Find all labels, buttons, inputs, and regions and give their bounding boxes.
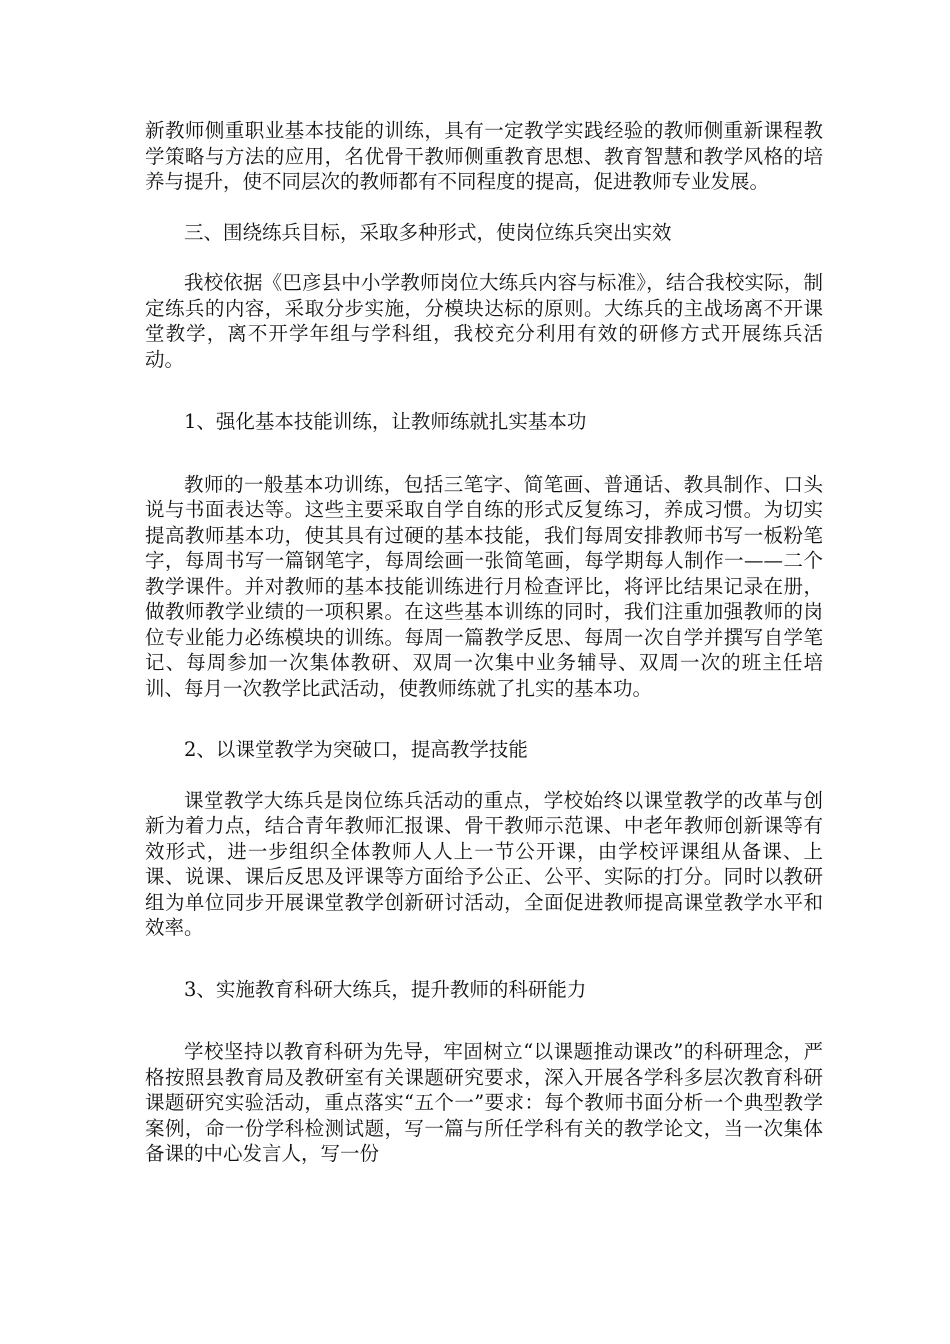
spacer [145, 1002, 823, 1039]
subsection-body-1: 教师的一般基本功训练，包括三笔字、简笔画、普通话、教具制作、口头说与书面表达等。这些主要采取自学自练的形式反复练习，养成习惯。为切实提高教师基本功，使其具有过硬的基本技能，我们每周安排教师书写一板粉笔字，每周书写一篇钢笔字，每周绘画一张简笔画，每学期每人制作一——二个教学课件。并对教师的基本技能训练进行月检查评比，将评比结果记录在册，做教师教学业绩的一项积累。在这些基本训练的同时，我们注重加强教师的岗位专业能力必练模块的训练。每周一篇教学反思、每周一次自学并撰写自学笔记、每周参加一次集体教研、双周一次集中业务辅导、双周一次的班主任培训、每月一次教学比武活动，使教师练就了扎实的基本功。 [145, 472, 823, 700]
spacer [145, 245, 823, 270]
subsection-heading-1: 1、强化基本技能训练，让教师练就扎实基本功 [184, 410, 587, 433]
spacer [145, 435, 823, 472]
subsection-heading-2: 2、以课堂教学为突破口，提高教学技能 [184, 738, 528, 761]
spacer [145, 372, 823, 409]
section-intro-paragraph: 我校依据《巴彦县中小学教师岗位大练兵内容与标准》，结合我校实际，制定练兵的内容，采取分步实施，分模块达标的原则。大练兵的主战场离不开课堂教学，离不开学年组与学科组，我校充分利用有效的研修方式开展练兵活动。 [145, 271, 823, 371]
paragraph-continued: 新教师侧重职业基本技能的训练，具有一定教学实践经验的教师侧重新课程教学策略与方法的应用，名优骨干教师侧重教育思想、教育智慧和教学风格的培养与提升，使不同层次的教师都有不同程度的提高，促进教师专业发展。 [145, 119, 823, 193]
spacer [145, 195, 823, 220]
document-body [145, 118, 823, 1167]
section-heading: 三、围绕练兵目标，采取多种形式，使岗位练兵突出实效 [184, 220, 672, 244]
spacer [145, 763, 823, 788]
spacer [145, 941, 823, 977]
spacer [145, 701, 823, 737]
subsection-body-3: 学校坚持以教育科研为先导，牢固树立“以课题推动课改”的科研理念，严格按照县教育局及教研室有关课题研究要求，深入开展各学科多层次教育科研课题研究实验活动，重点落实“五个一”要求：每个教师书面分析一个典型教学案例，命一份学科检测试题，写一篇与所任学科有关的教学论文，当一次集体备课的中心发言人，写一份 [145, 1040, 823, 1165]
subsection-body-2: 课堂教学大练兵是岗位练兵活动的重点，学校始终以课堂教学的改革与创新为着力点，结合青年教师汇报课、骨干教师示范课、中老年教师创新课等有效形式，进一步组织全体教师人人上一节公开课，由学校评课组从备课、上课、说课、课后反思及评课等方面给予公正、公平、实际的打分。同时以教研组为单位同步开展课堂教学创新研讨活动，全面促进教师提高课堂教学水平和效率。 [145, 788, 823, 939]
subsection-heading-3: 3、实施教育科研大练兵，提升教师的科研能力 [184, 977, 587, 1001]
